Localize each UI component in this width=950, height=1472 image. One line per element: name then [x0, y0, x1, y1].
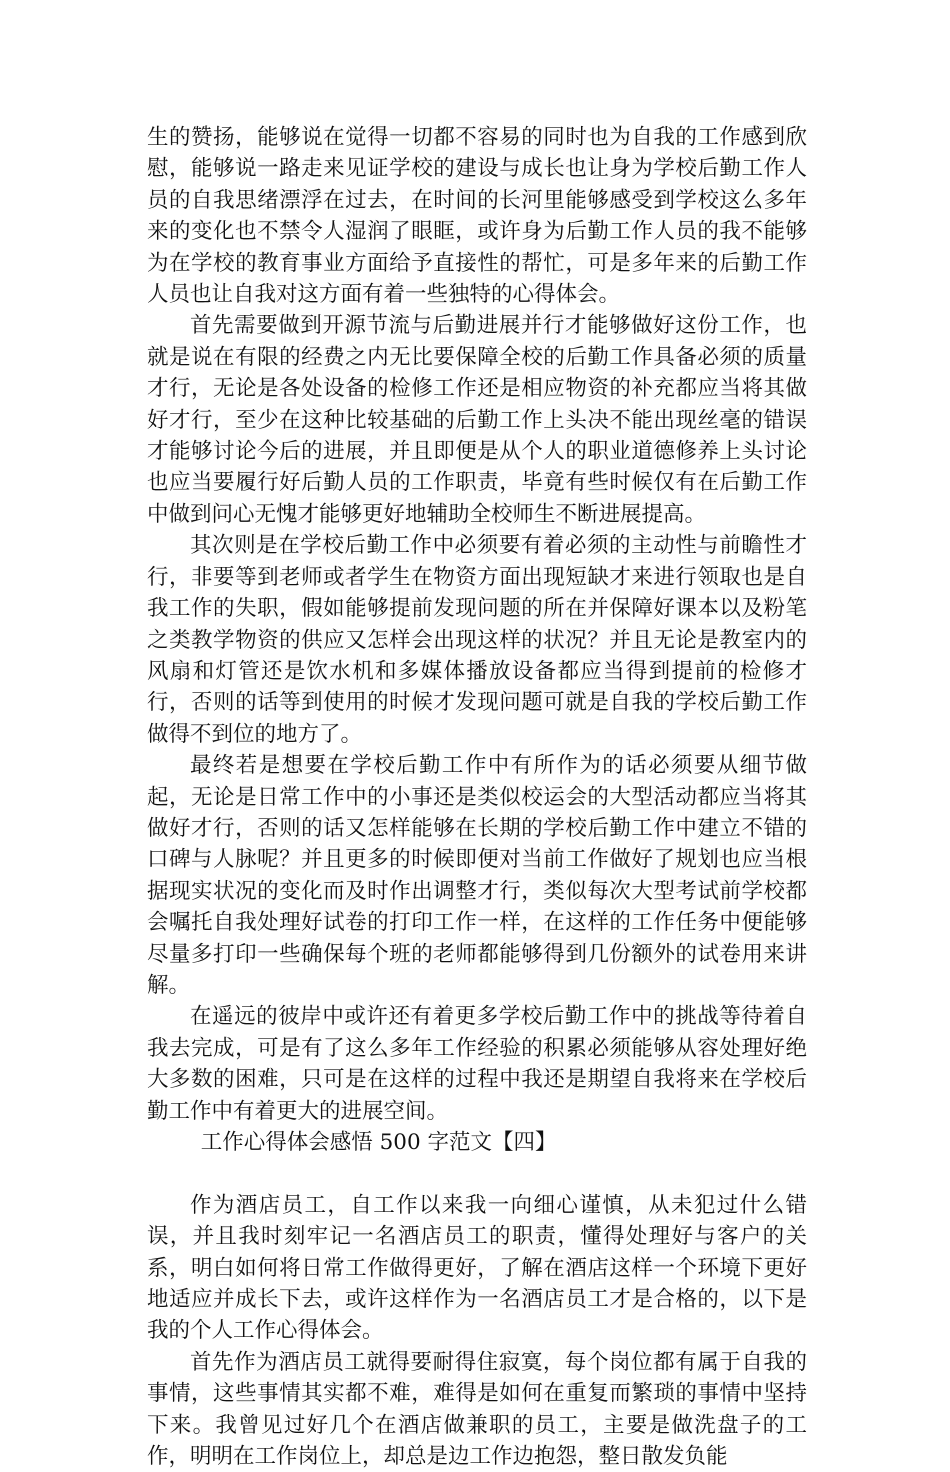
- section-heading: 工作心得体会感悟 500 字范文【四】: [200, 1130, 557, 1155]
- paragraph-hotel-patience: 首先作为酒店员工就得要耐得住寂寞，每个岗位都有属于自我的事情，这些事情其实都不难，难得是如何在重复而繁琐的事情中坚持下来。我曾见过好几个在酒店做兼职的员工，主要是做洗盘子的工作，明明在工作岗位上，却总是边工作边抱怨，整日散发负能: [147, 1349, 807, 1470]
- paragraph-initiative: 其次则是在学校后勤工作中必须要有着必须的主动性与前瞻性才行，非要等到老师或者学生在物资方面出现短缺才来进行领取也是自我工作的失职，假如能够提前发现问题的所在并保障好课本以及粉笔之类教学物资的供应又怎样会出现这样的状况？并且无论是教室内的风扇和灯管还是饮水机和多媒体播放设备都应当得到提前的检修才行，否则的话等到使用的时候才发现问题可就是自我的学校后勤工作做得不到位的地方了。: [147, 533, 807, 747]
- paragraph-hotel-intro: 作为酒店员工，自工作以来我一向细心谨慎，从未犯过什么错误，并且我时刻牢记一名酒店员工的职责，懂得处理好与客户的关系，明白如何将日常工作做得更好，了解在酒店这样一个环境下更好地适应并成长下去，或许这样作为一名酒店员工才是合格的，以下是我的个人工作心得体会。: [147, 1192, 807, 1344]
- blank-line: [147, 1158, 807, 1189]
- document-body: [147, 122, 807, 1472]
- paragraph-details: 最终若是想要在学校后勤工作中有所作为的话必须要从细节做起，无论是日常工作中的小事还是类似校运会的大型活动都应当将其做好才行，否则的话又怎样能够在长期的学校后勤工作中建立不错的口碑与人脉呢？并且更多的时候即便对当前工作做好了规划也应当根据现实状况的变化而及时作出调整才行，类似每次大型考试前学校都会嘱托自我处理好试卷的打印工作一样，在这样的工作任务中便能够尽量多打印一些确保每个班的老师都能够得到几份额外的试卷用来讲解。: [147, 753, 807, 998]
- paragraph-continued: 生的赞扬，能够说在觉得一切都不容易的同时也为自我的工作感到欣慰，能够说一路走来见证学校的建设与成长也让身为学校后勤工作人员的自我思绪漂浮在过去，在时间的长河里能够感受到学校这么多年来的变化也不禁令人湿润了眼眶，或许身为后勤工作人员的我不能够为在学校的教育事业方面给予直接性的帮忙，可是多年来的后勤工作人员也让自我对这方面有着一些独特的心得体会。: [147, 125, 807, 308]
- paragraph-open-source: 首先需要做到开源节流与后勤进展并行才能够做好这份工作，也就是说在有限的经费之内无比要保障全校的后勤工作具备必须的质量才行，无论是各处设备的检修工作还是相应物资的补充都应当将其做好才行，至少在这种比较基础的后勤工作上头决不能出现丝毫的错误才能够讨论今后的进展，并且即便是从个人的职业道德修养上头讨论也应当要履行好后勤人员的工作职责，毕竟有些时候仅有在后勤工作中做到问心无愧才能够更好地辅助全校师生不断进展提高。: [147, 313, 807, 527]
- paragraph-future: 在遥远的彼岸中或许还有着更多学校后勤工作中的挑战等待着自我去完成，可是有了这么多年工作经验的积累必须能够从容处理好绝大多数的困难，只可是在这样的过程中我还是期望自我将来在学校后勤工作中有着更大的进展空间。: [147, 1004, 807, 1124]
